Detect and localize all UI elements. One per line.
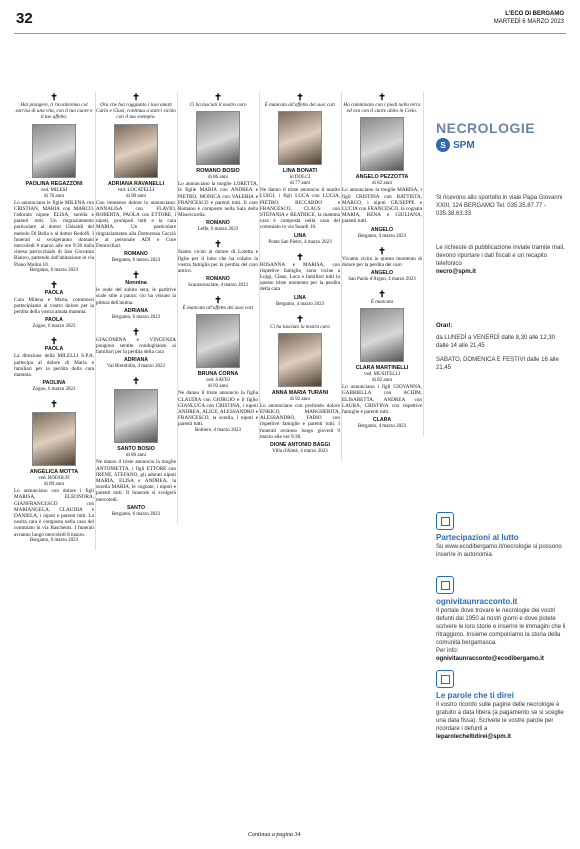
obituary-notice	[96, 327, 176, 371]
parole-text: Il vostro ricordo sulle pagine delle necrologie è gratuito a data libera (a pagamento se si sceglie una data fissa). Scrivete le vostre parole per ricordare i defunti a	[436, 702, 564, 732]
obituary-notice	[14, 92, 94, 274]
portrait-photo	[32, 124, 76, 178]
obituary-column	[178, 92, 258, 440]
notice-signature-name: ROMANO	[124, 251, 148, 258]
ognivita-text: Il portale dove trovare le necrologie dei vostri defunti dal 1950 ai nostri giorni e dove potete scrivere le loro storie e inserire le immagini che li ritraggono. Insieme componiamo la storia della comunità bergamasca.	[436, 608, 566, 646]
sidebar-title: NECROLOGIE	[436, 120, 536, 136]
cross-icon: ✝	[214, 239, 222, 250]
notice-date: Bergamo, 6 marzo 2023	[111, 511, 161, 517]
cross-icon: ✝	[132, 326, 140, 337]
laptop-icon	[436, 512, 454, 530]
notice-date: Zogno, 6 marzo 2023	[32, 324, 76, 330]
notice-date: Zogno, 6 marzo 2023	[32, 387, 76, 393]
notice-body: le onde del subito sera, le partitive scale stile a paura: cio ha vissuto la pittura dell'anima.	[96, 287, 176, 306]
notice-signature-name: PAOLA	[45, 317, 63, 324]
ognivita-info: Per info:	[436, 648, 459, 654]
notice-signature-name: CLARA	[372, 417, 392, 424]
notice-date: Bergamo, 6 marzo 2023	[111, 258, 161, 264]
notice-body: La direzione della MILELLI S.P.A. partecipa al dolore di Maria e familiari per la perdita della cara mamma.	[14, 353, 94, 379]
obituary-column	[342, 92, 422, 436]
obituary-notice	[96, 270, 176, 321]
notice-signature-name: PAOLINA	[42, 380, 66, 387]
obituary-notice	[178, 92, 258, 233]
online-text: Su www.ecodibergamo.it/necrologie si possono inserire in autonomia.	[436, 544, 562, 558]
cross-icon: ✝	[132, 92, 140, 102]
cross-icon: ✝	[214, 92, 222, 102]
obituary-notice	[14, 280, 94, 331]
deceased-name: LINA BONATI	[282, 168, 318, 175]
deceased-name: ADRIANA RAVANELLI	[107, 180, 165, 187]
notice-body: Siamo vicini al dolore di Loretta e figlie per il lutto che ha colpito la vostra famiglia per la perdita del caro amico.	[178, 249, 258, 275]
notice-date: Val Brembilla, 4 marzo 2023	[107, 364, 165, 370]
page-header	[14, 8, 566, 34]
obituary-notice	[260, 314, 340, 455]
deceased-age: di 82 anni	[372, 378, 392, 384]
notice-date: Bergamo, 4 marzo 2023	[275, 301, 325, 307]
notice-quote: Ci ha lasciato la nostra cara	[270, 323, 330, 330]
obituary-column	[96, 92, 176, 524]
notice-body: Lo annunciano con profondo dolore ENRICO, MARGHERITA, ALESSANDRO, FABIO con rispettive famiglie e parenti tutti. I funerali avranno luogo giovedì 9 marzo alle ore 9:30.	[260, 402, 340, 440]
notice-date: Bergamo, 4 marzo 2023	[357, 233, 407, 239]
deceased-age: di 90 anni	[126, 193, 146, 199]
deceased-age: di 92 anni	[290, 396, 310, 402]
sidebar-address: Si ricevono allo sportello in viale Papa Giovanni XXIII, 124 BERGAMO Tel. 035.35.87.77 - 035.38.63.33	[436, 195, 563, 217]
notice-body: Lo annunciano la moglie LORETTA, le figlie MARIA con ANDREA e PIETRO, MONICA con VALERIA e FRANCESCO e parenti tutti. Il caro Romano è composto nella Sala della Misericordia.	[178, 181, 258, 219]
notice-date: Scanzorosciate, 4 marzo 2023	[188, 283, 248, 289]
deceased-name: BRUNA CORNA	[197, 371, 239, 378]
cross-icon: ✝	[50, 399, 58, 410]
notice-body: Cara Milena e Maria, commossi partecipiamo al vostro dolore per la perdita della vostra amata mamma.	[14, 296, 94, 316]
notice-signature-name: DIONE ANTONIO BAGGI	[270, 442, 330, 449]
obituary-notice	[342, 92, 422, 240]
portrait-photo	[114, 124, 158, 178]
deceased-surname-note: ved. RODOLFI	[38, 476, 70, 482]
notice-date: Leffe, 6 marzo 2023	[197, 227, 239, 233]
notice-quote: Ora che hai raggiunto i tuoi amati Carlo e Giusi, continua a starci vicino con il tuo esempio.	[96, 102, 176, 121]
deceased-name: ANGELICA MOTTA	[29, 469, 79, 476]
cross-icon: ✝	[378, 289, 386, 300]
sidebar-note: Le richieste di pubblicazione inviate tramite mail, devono riportare i dati fiscali e un recapito telefonico	[436, 245, 565, 267]
deceased-name: ANGELO PEZZOTTA	[355, 174, 409, 181]
obituary-notice	[342, 289, 422, 430]
obituary-notice	[178, 295, 258, 433]
notice-signature-name: SANTO	[126, 504, 146, 511]
notice-date: Ponte San Pietro, 4 marzo 2023	[268, 239, 332, 245]
obituary-column	[260, 92, 340, 461]
notice-body: GIACOMINA e VINCENZA pongono sentite condoglianze ai familiari per la perdita della cara	[96, 336, 176, 356]
obituary-notice	[96, 92, 176, 264]
notice-body: Vivamo vicini in questo momento di dolore per la perdita del caro	[342, 255, 422, 268]
portrait-photo	[32, 412, 76, 466]
obituary-notice	[260, 92, 340, 246]
deceased-name: PAOLA	[44, 289, 64, 296]
cross-icon: ✝	[378, 245, 386, 256]
cross-icon: ✝	[132, 376, 140, 387]
deceased-name: CLARA MARTINELLI	[355, 365, 409, 372]
deceased-name: PAOLINA REGAZZONI	[25, 180, 83, 187]
cross-icon: ✝	[296, 92, 304, 102]
hours-label: Orari:	[436, 323, 453, 329]
cross-icon: ✝	[50, 92, 58, 102]
notice-quote: Hai piangere, ti ricorderemo col sorriso di una vita, con il tuo cuore e il tuo affetto.	[15, 102, 93, 121]
deceased-name: PAOLA	[44, 346, 64, 353]
notice-date: Bergamo, 6 marzo 2023	[29, 267, 79, 273]
deceased-surname-note: ved. MILESI	[40, 187, 68, 193]
deceased-name: ANNA MARIA TURANI	[271, 389, 329, 396]
obituary-notice	[178, 239, 258, 289]
notice-signature-name: LINA	[293, 232, 307, 239]
deceased-age: di 86 anni	[208, 175, 228, 181]
online-title: Partecipazioni al lutto	[436, 533, 519, 542]
deceased-surname-note: in DOLCI	[289, 175, 311, 181]
notice-signature-name: ANGELO	[370, 270, 394, 277]
portrait-photo	[114, 389, 158, 443]
deceased-age: di 80 anni	[126, 453, 146, 459]
notice-date: Boltiere, 4 marzo 2023	[194, 427, 242, 433]
cross-icon: ✝	[50, 336, 58, 347]
book-icon	[436, 576, 454, 594]
portrait-photo	[278, 333, 322, 387]
spm-logo: S SPM	[436, 138, 566, 152]
cross-icon: ✝	[296, 251, 304, 262]
notice-date: Bergamo, 6 marzo 2023	[29, 537, 79, 543]
deceased-surname-note: ved. SAVIO	[205, 378, 231, 384]
notice-body: Lo annunciano con dolore i figli MARISA, ELEONORA, GIANFRANCESCO con MARIANGELA, CLAUDIA e DANIELA, i nipoti e parenti tutti. La nostra cara è composta nella casa del commiato in via Baschenis. I funerali avranno luogo mercoledì 8 marzo.	[14, 488, 94, 538]
ognivita-title[interactable]: ognivitaunracconto.it	[436, 597, 518, 606]
notice-date: Bergamo, 6 marzo 2023	[111, 314, 161, 320]
deceased-age: di 82 anni	[372, 181, 392, 187]
notice-signature-name: ADRIANA	[124, 307, 148, 314]
notice-signature-name: ROMANO	[206, 276, 230, 283]
cross-icon: ✝	[132, 270, 140, 281]
notice-body: Lo annunciano i figli GIOVANNA, GABRIELLA con ACHIM, ELISABETTA, ANDREA con LAURA, CRISTINA con rispettive famiglie e parenti tutti.	[342, 384, 422, 416]
pen-icon	[436, 670, 454, 688]
notice-quote: Ci ha lasciati il nostro caro	[189, 102, 247, 108]
deceased-age: di 76 anni	[44, 193, 64, 199]
portrait-photo	[196, 111, 240, 165]
page-number: 32	[16, 10, 33, 27]
notice-body: Lo annunciano le figlie MILENA con CRISTIAN, MARIA con MARCO, l'adorato nipote ELISA, sorella e parenti tutti. Un ringraziamento particolare al dottor Ghisaldi del metodo Di Bella e al dottor Redolfi. I funerali si svolgeranno domani mercoledì 8 marzo alle ore 9:30 dalla chiesa parrocchiale di San Giovanni Bianco, partendo dall'abitazione in via Piano Molini 10.	[14, 199, 94, 268]
masthead	[494, 10, 564, 26]
deceased-age: di 92 anni	[208, 384, 228, 390]
obituary-notice	[342, 246, 422, 283]
issue-date: MARTEDÌ 6 MARZO 2023	[493, 19, 564, 25]
notice-signature-name: LINA	[293, 294, 307, 301]
deceased-surname-note: ved. MUSITELLI	[363, 372, 401, 378]
parole-title: Le parole che ti direi	[436, 691, 514, 700]
obituary-notice	[260, 252, 340, 308]
notice-signature-name: ROMANO	[206, 220, 230, 227]
obituary-grid	[14, 92, 424, 837]
portrait-photo	[196, 314, 240, 368]
cross-icon: ✝	[50, 279, 58, 290]
necrologie-sidebar	[432, 92, 566, 837]
notice-quote: È mancata	[370, 299, 394, 306]
deceased-age: di 89 anni	[44, 482, 64, 488]
notice-quote: Ho camminato con i piedi nella terra ed ora con il cuore abito in Cielo.	[343, 102, 421, 115]
deceased-name: Nonnina	[125, 280, 147, 287]
deceased-surname-note: ved. LOCATELLI	[117, 187, 155, 193]
cross-icon: ✝	[296, 313, 304, 324]
newspaper-name: L'ECO DI BERGAMO	[505, 11, 564, 17]
deceased-name: SANTO BOSIO	[117, 446, 155, 453]
notice-body: Ne danno il triste annuncio la moglie ANTONIETTA, i figli ETTORE con IRENE, STEFANO, gli adorati nipoti MARIA, ELISA e ANDREA, la sorella MARIA, le cognate, i nipoti e parenti tutti. Il funerale si svolgerà mercoledì.	[96, 459, 176, 503]
obituary-notice	[96, 376, 176, 517]
notice-body: ROSANNA e MARISA, con rispettive famiglie, sono vicine a Luigi, Claus, Luca e familiari tutti in questo triste momento per la perdita della cara	[260, 261, 340, 293]
sidebar-email[interactable]: necro@spm.it	[436, 269, 476, 275]
notice-date: Bergamo, 4 marzo 2023	[357, 424, 407, 430]
deceased-age: di 77 anni	[290, 181, 310, 187]
hours-weekday: da LUNEDÌ a VENERDÌ dalle 8,30 alle 12,30 dalle 14 alle 21,45	[436, 335, 556, 349]
spm-logo-icon: S	[436, 138, 450, 152]
obituary-notice	[14, 336, 94, 393]
obituary-column	[14, 92, 94, 550]
portrait-photo	[360, 117, 404, 171]
notice-body: Ne danno il triste annuncio la figlia CLAUDIA con GIORGIO e il figlio GIANLUCA con CRISTINA, i nipoti ANDREA, ALICE, ALESSANDRO e FRANCESCO, la sorella, i nipoti e parenti tutti.	[178, 390, 258, 428]
notice-date: Villa d'Almè, 4 marzo 2023	[272, 449, 328, 455]
hours-weekend: SABATO, DOMENICA E FESTIVI dalle 16 alle 21,45	[436, 357, 559, 371]
notice-signature-name: ANGELO	[370, 226, 394, 233]
parole-email[interactable]: leparolecheltidirei@spm.it	[436, 734, 511, 740]
obituary-notice	[14, 399, 94, 544]
continued-note: Continua a pagina 34	[248, 832, 301, 838]
notice-body: Lo annunciano la moglie MARISA, i figli CRISTINA con BATTISTA, MARCO, i nipoti GIUSEPPE e LUCIA con FRANCESCO, la cognata MARIA, RENA e GIULIANA, parenti tutti.	[342, 187, 422, 225]
cross-icon: ✝	[214, 295, 222, 306]
ognivita-email[interactable]: ognivitaunracconto@ecodibergamo.it	[436, 656, 544, 662]
notice-quote: È mancata all'affetto dei suoi cari	[182, 305, 254, 312]
cross-icon: ✝	[378, 92, 386, 102]
portrait-photo	[278, 111, 322, 165]
portrait-photo	[360, 308, 404, 362]
notice-signature-name: ADRIANA	[124, 357, 148, 364]
notice-quote: È mancata all'affetto dei suoi cari	[264, 102, 336, 108]
notice-body: Con immenso dolore lo annunciano: ANNALISA con FLAVIO, ROBERTA, PAOLA con ETTORE, i nipoti, pronipoti tutti e la cara MARIA. Un particolare ringraziamento alla Dottoressa Cacciò e al personale ADI e Cure Domiciliari.	[96, 199, 176, 250]
notice-body: Ne danno il triste annuncio il marito LUIGI, i figli LUCA con LUCIA, PIETRO, RICCARDO e FRANCESCO, CLAUS con STEFANIA e BEATRICE, la mamma cara è composta nella casa del commiato in via Suardi 16.	[260, 187, 340, 231]
notice-date: San Paolo d'Argon, 4 marzo 2023	[348, 277, 416, 283]
deceased-name: ROMANO BOSIO	[196, 168, 240, 175]
